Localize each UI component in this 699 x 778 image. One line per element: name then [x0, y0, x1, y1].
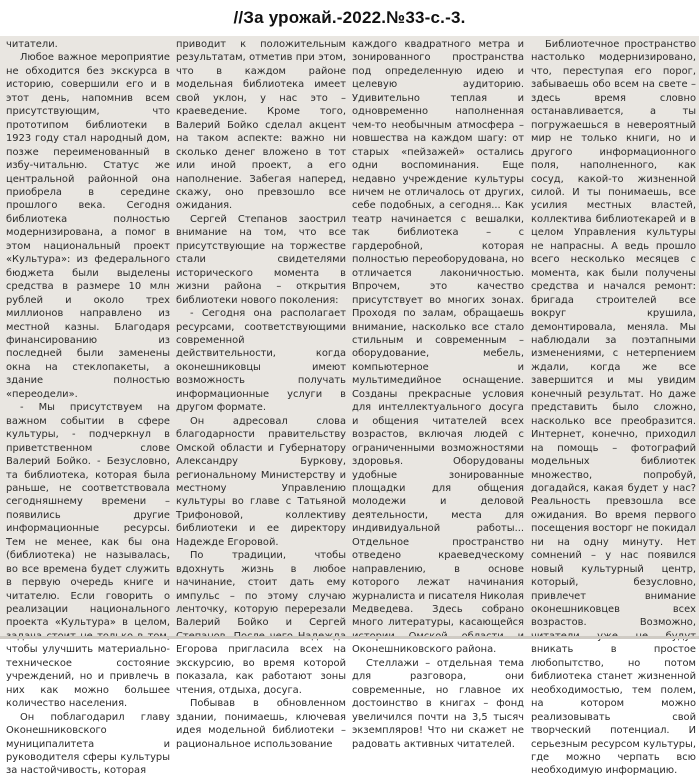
article-column-4: [531, 38, 696, 777]
paragraph: читатели.: [6, 39, 58, 50]
paragraph: приводит к положительным результатам, отметив при этом, что в каждом районе модельная библиотека имеет свой уклон, у нас это – краеведение. Кроме того, Валерий Бойко сделал акцент на таком аспекте: важно ни сколько денег вложено в тот или иной проект, а его наполнение. Забегая наперед, скажу, оно превзошло все ожидания.: [176, 39, 346, 212]
paragraph: Любое важное мероприятие не обходится без экскурса в историю, совершили его и в этот день, напомнив всем присутствующим, что прототипом библиотеки в 1923 году стал народный дом, позже переименованный в избу-читальню. Статус же центральной районной она приобрела в середине прошлого века. Сегодня библиотека полностью модернизирована, а помог в этом национальный проект «Культура»: из федерального бюджета были выделены средства в размере 10 млн рублей и около трех миллионов направлено из местной казны. Благодаря финансированию из последней были заменены окна на стеклопакеты, а здание полностью «переодели».: [6, 52, 170, 400]
paragraph: каждого квадратного метра и зонированного пространства под определенную идею и целевую аудиторию. Удивительно теплая и одновременно наполненная чем-то необычным атмосфера – новшества на каждом шагу: от старых «пейзажей» остались одни воспоминания. Еще недавно учреждение культуры ничем не отличалось от других, себе подобных, а сегодня... Как театр начинается с вешалки, так библиотека – с гардеробной, которая полностью переоборудована, но отличается лаконичностью. Впрочем, это качество присутствует во многих зонах. Проходя по залам, обращаешь внимание, насколько все стало стильным и современным – оборудование, мебель, компьютерное и мультимедийное оснащение. Созданы прекрасные условия для интеллектуального досуга и общения читателей всех возрастов, включая людей с ограниченными возможностями здоровья. Оборудованы удобные зонированные площадки для общения молодежи и деловой деятельности, места для индивидуальной работы... Отдельное пространство отведено краеведческому направлению, в основе которого лежат начинания журналиста и писателя Николая Медведева. Здесь собрано много литературы, касающейся Оконешниковского района.: [352, 39, 524, 656]
citation-header: [0, 0, 699, 36]
newspaper-clipping: [0, 36, 699, 777]
paragraph: Он поблагодарил главу Оконешниковского муниципалитета и руководителя сферы культуры за настойчивость, которая: [6, 711, 170, 777]
article-column-1: [6, 38, 170, 777]
paragraph: - Сегодня она располагает ресурсами, соответствующими современной действительности, когда оконешниковцы имеют возможность получать информационные услуги в другом формате.: [176, 308, 346, 414]
page-bottom-edge: [0, 636, 699, 639]
article-column-2: [176, 38, 346, 750]
paragraph: Библиотечное пространство настолько модернизировано, что, переступая его порог, забываешь обо всем на свете – здесь время словно останавливается, а ты погружаешься в невероятный мир не только книги, но и другого информационного поля, наполненного, как сосуд, какой-то жизненной силой. И ты понимаешь, все усилия местных властей, коллектива библиотекарей и в целом Управления культуры не напрасны. А ведь прошло всего несколько месяцев с момента, как были получены средства и начался ремонт: бригада строителей все вокруг крушила, демонтировала, меняла. Мы наблюдали за поэтапными изменениями, с нетерпением ждали, когда же все завершится и мы увидим конечный результат. Но даже представить было сложно, насколько все преобразится. Интернет, конечно, приходил на помощь – фотографий модельных библиотек множество, попробуй, догадайся, какая будет у нас? Реальность превзошла все ожидания. Во время первого посещения восторг не покидал ни на одну минуту. Нет сомнений – у нас появился новый культурный центр, который, безусловно, привлечет внимание оконешниковцев всех возрастов. Возможно, вникать в простое любопытство, но потом библиотека станет жизненной необходимостью, тем полем, на котором можно реализовывать свой творческий потенциал. И серьезным ресурсом культуры, где можно черпать всю необходимую информацию.: [531, 39, 696, 777]
paragraph: Он адресовал слова благодарности правительству Омской области и Губернатору Александру Буркову, региональному Министерству и местному Управлению культуры во главе с Татьяной Трифоновой, коллективу библиотеки и ее директору Надежде Егоровой.: [176, 415, 346, 548]
paragraph: - Мы присутствуем на важном событии в сфере культуры, - подчеркнул в приветственном слове Валерий Бойко. - Безусловно, та библиотека, которая была раньше, не соответствовала сегодняшнему времени – появились другие информационные ресурсы. Тем не менее, как бы она (библиотека) не называлась, во все времена будет служить в первую очередь книге и читателю. Если говорить о реализации национального проекта «Культура» в целом, чтобы улучшить материально-техническое состояние учреждений, но и привлечь в них как можно большее количество населения.: [6, 402, 170, 710]
paragraph: Стеллажи – отдельная тема для разговора, они современные, но главное их достоинство в книгах – фонд увеличился почти на 3,5 тысяч экземпляров! Что ни скажет не радовать активных читателей.: [352, 657, 524, 750]
article-column-3: [352, 38, 524, 750]
paragraph: Сергей Степанов заострил внимание на том, что все присутствующие на торжестве стали свидетелями исторического момента в жизни района – открытия библиотеки нового поколения:: [176, 213, 346, 306]
citation-title: //За урожай.-2022.№33-с.-3.: [233, 8, 466, 27]
paragraph: Побывав в обновленном здании, понимаешь, ключевая идея модельной библиотеки – рациональное использование: [176, 698, 346, 750]
paragraph: По традиции, чтобы вдохнуть жизнь в любое начинание, стоит дать ему импульс – по этому случаю ленточку, которую перерезали Валерий Бойко и Сергей Егорова пригласила всех на экскурсию, во время которой показала, как работают зоны чтения, отдыха, досуга.: [176, 550, 346, 696]
